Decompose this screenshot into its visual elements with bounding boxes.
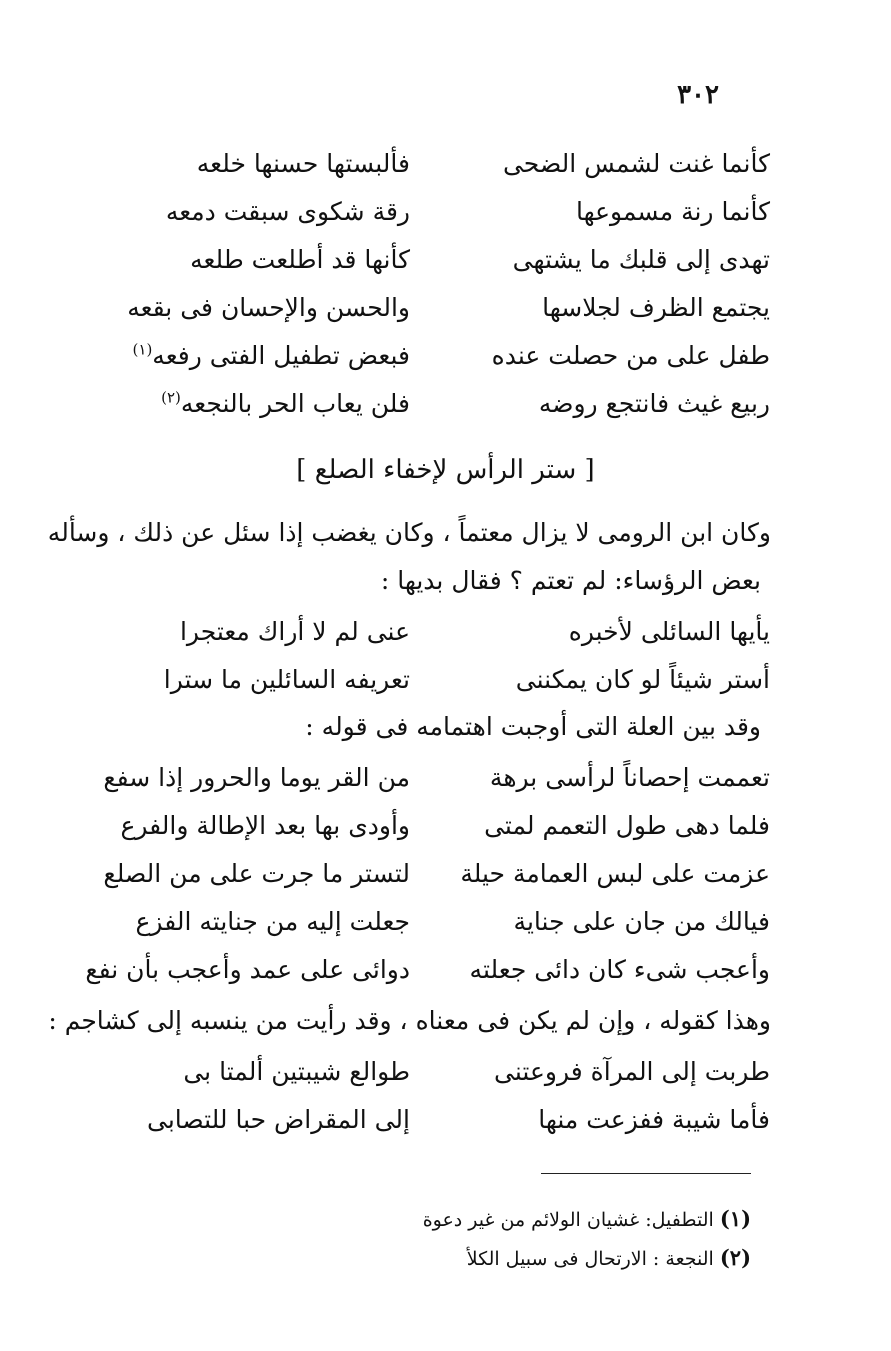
- first-hemistich: يأيها السائلى لأخبره: [568, 617, 770, 646]
- footnote-text: التطفيل: غشيان الولائم من غير دعوة: [422, 1209, 714, 1231]
- hemistich-text: فبعض تطفيل الفتى رفعه: [152, 341, 410, 370]
- page-number: ٣٠٢: [677, 80, 719, 110]
- first-hemistich: طفل على من حصلت عنده: [491, 341, 770, 370]
- first-hemistich: عزمت على لبس العمامة حيلة: [460, 859, 770, 888]
- first-hemistich: يجتمع الظرف لجلاسها: [542, 293, 770, 322]
- footnote-number: (٢): [719, 1245, 751, 1270]
- first-hemistich: تعممت إحصاناً لرأسى برهة: [489, 763, 770, 792]
- second-hemistich: [110, 332, 410, 380]
- prose-line: وكان ابن الرومى لا يزال معتماً ، وكان يغضب إذا سئل عن ذلك ، وسأله: [47, 518, 771, 547]
- poem-1: [110, 140, 770, 428]
- first-hemistich: تهدى إلى قلبك ما يشتهى: [512, 245, 770, 274]
- verse: [110, 332, 770, 380]
- second-hemistich: عنى لم لا أراك معتجرا: [179, 617, 410, 646]
- first-hemistich: فيالك من جان على جناية: [513, 907, 770, 936]
- verse: [85, 946, 770, 994]
- footnote-divider: [541, 1173, 751, 1174]
- verse: [110, 380, 770, 428]
- second-hemistich: دوائى على عمد وأعجب بأن نفع: [85, 955, 410, 984]
- first-hemistich: كأنما غنت لشمس الضحى: [502, 149, 770, 178]
- second-hemistich: [110, 284, 410, 332]
- footnote-marker: (١): [132, 340, 153, 359]
- second-hemistich: تعريفه السائلين ما سترا: [163, 665, 410, 694]
- first-hemistich: كأنما رنة مسموعها: [576, 197, 770, 226]
- verse: [110, 188, 770, 236]
- first-hemistich: أستر شيئاً لو كان يمكننى: [515, 665, 770, 694]
- verse: [110, 898, 770, 946]
- footnote: [91, 1239, 751, 1278]
- verse: [110, 1048, 770, 1096]
- second-hemistich: [110, 236, 410, 284]
- first-hemistich: فأما شيبة ففزعت منها: [538, 1105, 770, 1134]
- verse: [110, 656, 770, 704]
- footnote-text: النجعة : الارتحال فى سبيل الكلأ: [466, 1248, 714, 1270]
- verse: [110, 1096, 770, 1144]
- hemistich-text: والحسن والإحسان فى بقعه: [127, 293, 410, 322]
- section-title: [ ستر الرأس لإخفاء الصلع ]: [296, 455, 595, 485]
- hemistich-text: فلن يعاب الحر بالنجعه: [180, 389, 410, 418]
- verse: [110, 236, 770, 284]
- verse: [110, 140, 770, 188]
- first-hemistich: وأعجب شىء كان دائى جعلته: [469, 955, 770, 984]
- footnotes: [91, 1200, 751, 1278]
- prose-line: وهذا كقوله ، وإن لم يكن فى معناه ، وقد رأيت من ينسبه إلى كشاجم :: [48, 1006, 771, 1035]
- poem-2: [110, 608, 770, 704]
- footnote-marker: (٢): [161, 388, 181, 407]
- second-hemistich: إلى المقراض حبا للتصابى: [146, 1105, 410, 1134]
- verse: [110, 608, 770, 656]
- footnote: [91, 1200, 751, 1239]
- second-hemistich: لتستر ما جرت على من الصلع: [103, 859, 410, 888]
- verse: [110, 802, 770, 850]
- second-hemistich: جعلت إليه من جنايته الفزع: [135, 907, 410, 936]
- first-hemistich: طربت إلى المرآة فروعتنى: [494, 1057, 770, 1086]
- first-hemistich: ربيع غيث فانتجع روضه: [538, 389, 770, 418]
- second-hemistich: [110, 380, 410, 428]
- second-hemistich: من القر يوما والحرور إذا سفع: [103, 763, 410, 792]
- hemistich-text: كأنها قد أطلعت طلعه: [190, 245, 410, 274]
- footnote-number: (١): [719, 1206, 751, 1231]
- hemistich-text: فألبستها حسنها خلعه: [196, 149, 410, 178]
- second-hemistich: طوالع شيبتين ألمتا بى: [183, 1057, 410, 1086]
- poem-3: [85, 754, 770, 994]
- verse: [103, 754, 770, 802]
- first-hemistich: فلما دهى طول التعمم لمتى: [484, 811, 770, 840]
- verse: [103, 850, 770, 898]
- second-hemistich: [110, 188, 410, 236]
- second-hemistich: [110, 140, 410, 188]
- verse: [110, 284, 770, 332]
- second-hemistich: وأودى بها بعد الإطالة والفرع: [120, 811, 410, 840]
- prose-line: وقد بين العلة التى أوجبت اهتمامه فى قوله :: [305, 712, 761, 741]
- poem-4: [110, 1048, 770, 1144]
- hemistich-text: رقة شكوى سبقت دمعه: [165, 197, 410, 226]
- prose-line: بعض الرؤساء: لم تعتم ؟ فقال بديها :: [380, 566, 761, 595]
